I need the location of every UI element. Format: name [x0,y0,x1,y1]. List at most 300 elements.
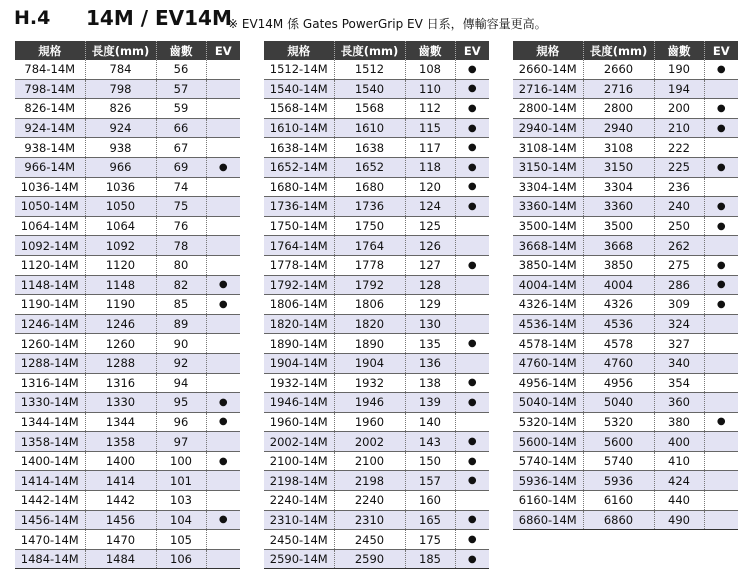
length-cell: 1540 [334,79,405,99]
teeth-cell: 108 [405,60,455,79]
table-row [513,451,738,471]
ev-marker [206,432,240,452]
spec-cell: 1442-14M [15,491,85,511]
ev-marker: ● [455,530,489,550]
spec-cell: 1050-14M [15,197,85,217]
table-row [264,451,489,471]
length-cell: 1288 [85,353,156,373]
teeth-cell: 490 [654,510,704,530]
length-cell: 4326 [583,295,654,315]
ev-marker [206,118,240,138]
ev-marker [455,412,489,432]
table-row [15,510,240,530]
length-cell: 5600 [583,432,654,452]
ev-marker: ● [455,157,489,177]
spec-cell: 1316-14M [15,373,85,393]
table-row [15,236,240,256]
table-row [264,491,489,511]
spec-cell: 1344-14M [15,412,85,432]
ev-marker: ● [206,393,240,413]
table-row [264,471,489,491]
ev-marker [206,60,240,79]
teeth-cell: 138 [405,373,455,393]
table-row [264,295,489,315]
teeth-cell: 340 [654,353,704,373]
table-row [513,373,738,393]
spec-cell: 5040-14M [513,393,583,413]
teeth-cell: 140 [405,412,455,432]
length-cell: 2940 [583,118,654,138]
spec-cell: 2940-14M [513,118,583,138]
teeth-cell: 118 [405,157,455,177]
ev-marker [455,236,489,256]
table-row [264,157,489,177]
table-row [264,549,489,569]
ev-marker: ● [704,412,738,432]
spec-cell: 784-14M [15,60,85,79]
ev-marker: ● [455,432,489,452]
length-cell: 1316 [85,373,156,393]
spec-cell: 5600-14M [513,432,583,452]
spec-cell: 1904-14M [264,353,334,373]
length-cell: 1512 [334,60,405,79]
spec-cell: 1946-14M [264,393,334,413]
table-row [15,451,240,471]
ev-marker: ● [455,373,489,393]
length-cell: 1414 [85,471,156,491]
table-row [15,471,240,491]
table-row [15,373,240,393]
spec-cell: 4326-14M [513,295,583,315]
teeth-cell: 160 [405,491,455,511]
length-cell: 1120 [85,255,156,275]
table-row [513,99,738,119]
length-cell: 5320 [583,412,654,432]
ev-marker [206,79,240,99]
ev-marker [704,432,738,452]
table-row [264,530,489,550]
table-row [15,138,240,158]
spec-cell: 4004-14M [513,275,583,295]
length-cell: 3360 [583,197,654,217]
ev-marker: ● [455,60,489,79]
ev-marker [206,471,240,491]
ev-marker [206,373,240,393]
ev-marker [455,491,489,511]
ev-marker [206,236,240,256]
teeth-cell: 76 [156,216,206,236]
length-cell: 2002 [334,432,405,452]
spec-cell: 5320-14M [513,412,583,432]
spec-cell: 3150-14M [513,157,583,177]
teeth-cell: 150 [405,451,455,471]
ev-marker [206,197,240,217]
section-number: H.4 [14,7,51,29]
teeth-cell: 59 [156,99,206,119]
table-row [15,530,240,550]
table-row [264,510,489,530]
column-header-length: 長度(mm) [583,41,654,60]
spec-table-3 [513,41,738,530]
spec-cell: 3668-14M [513,236,583,256]
ev-marker [206,177,240,197]
table-body [513,60,738,530]
table-row [264,393,489,413]
teeth-cell: 105 [156,530,206,550]
teeth-cell: 136 [405,353,455,373]
spec-cell: 1064-14M [15,216,85,236]
spec-cell: 1358-14M [15,432,85,452]
table-row [513,353,738,373]
ev-marker [206,216,240,236]
length-cell: 784 [85,60,156,79]
spec-cell: 966-14M [15,157,85,177]
ev-marker [455,295,489,315]
spec-cell: 1456-14M [15,510,85,530]
spec-cell: 1890-14M [264,334,334,354]
spec-cell: 1246-14M [15,314,85,334]
length-cell: 1750 [334,216,405,236]
table-row [15,314,240,334]
ev-marker: ● [704,99,738,119]
column-header-teeth: 齒數 [405,41,455,60]
column-header-spec: 規格 [15,41,85,60]
spec-cell: 1568-14M [264,99,334,119]
spec-cell: 1750-14M [264,216,334,236]
teeth-cell: 101 [156,471,206,491]
spec-cell: 3360-14M [513,197,583,217]
teeth-cell: 380 [654,412,704,432]
ev-marker [704,510,738,530]
spec-cell: 1484-14M [15,549,85,569]
spec-cell: 1148-14M [15,275,85,295]
table-row [15,549,240,569]
ev-marker: ● [455,471,489,491]
length-cell: 1092 [85,236,156,256]
length-cell: 1764 [334,236,405,256]
teeth-cell: 69 [156,157,206,177]
spec-cell: 1330-14M [15,393,85,413]
table-row [513,393,738,413]
table-row [264,60,489,79]
ev-marker [704,79,738,99]
length-cell: 2800 [583,99,654,119]
spec-cell: 1820-14M [264,314,334,334]
length-cell: 6160 [583,491,654,511]
teeth-cell: 225 [654,157,704,177]
spec-cell: 2100-14M [264,451,334,471]
table-row [264,412,489,432]
teeth-cell: 327 [654,334,704,354]
length-cell: 1806 [334,295,405,315]
table-row [264,197,489,217]
header-note: ※ EV14M 係 Gates PowerGrip EV 日系，傳輸容量更高。 [228,17,547,31]
table-row [264,255,489,275]
table-row [15,295,240,315]
spec-cell: 1036-14M [15,177,85,197]
table-header [513,41,738,60]
table-row [15,353,240,373]
length-cell: 1680 [334,177,405,197]
teeth-cell: 75 [156,197,206,217]
ev-marker [704,138,738,158]
table-row [513,334,738,354]
teeth-cell: 354 [654,373,704,393]
spec-cell: 1638-14M [264,138,334,158]
table-row [513,216,738,236]
teeth-cell: 250 [654,216,704,236]
table-row [264,314,489,334]
length-cell: 4004 [583,275,654,295]
table-row [513,236,738,256]
length-cell: 3108 [583,138,654,158]
ev-marker [455,314,489,334]
length-cell: 3500 [583,216,654,236]
table-row [264,118,489,138]
teeth-cell: 92 [156,353,206,373]
length-cell: 4956 [583,373,654,393]
length-cell: 1064 [85,216,156,236]
table-row [15,99,240,119]
spec-cell: 1288-14M [15,353,85,373]
table-row [513,510,738,530]
ev-marker [206,138,240,158]
length-cell: 1050 [85,197,156,217]
length-cell: 2100 [334,451,405,471]
length-cell: 2240 [334,491,405,511]
spec-cell: 2310-14M [264,510,334,530]
length-cell: 1610 [334,118,405,138]
teeth-cell: 129 [405,295,455,315]
ev-marker [704,393,738,413]
ev-marker: ● [455,99,489,119]
table-row [264,275,489,295]
ev-marker [704,334,738,354]
table-row [264,99,489,119]
length-cell: 2590 [334,549,405,569]
teeth-cell: 240 [654,197,704,217]
teeth-cell: 157 [405,471,455,491]
spec-cell: 3108-14M [513,138,583,158]
ev-marker [455,353,489,373]
table-row [513,177,738,197]
spec-cell: 826-14M [15,99,85,119]
ev-marker: ● [704,255,738,275]
spec-cell: 2590-14M [264,549,334,569]
ev-marker [206,334,240,354]
length-cell: 1890 [334,334,405,354]
ev-marker [455,275,489,295]
length-cell: 1820 [334,314,405,334]
spec-cell: 2660-14M [513,60,583,79]
length-cell: 1456 [85,510,156,530]
ev-marker [206,99,240,119]
spec-cell: 1778-14M [264,255,334,275]
spec-cell: 4956-14M [513,373,583,393]
table-body [15,60,240,569]
spec-cell: 4536-14M [513,314,583,334]
teeth-cell: 410 [654,451,704,471]
table-row [513,197,738,217]
teeth-cell: 110 [405,79,455,99]
table-row [264,177,489,197]
teeth-cell: 115 [405,118,455,138]
teeth-cell: 97 [156,432,206,452]
table-row [513,138,738,158]
teeth-cell: 139 [405,393,455,413]
teeth-cell: 194 [654,79,704,99]
length-cell: 4760 [583,353,654,373]
table-row [513,432,738,452]
spec-cell: 1932-14M [264,373,334,393]
teeth-cell: 360 [654,393,704,413]
teeth-cell: 210 [654,118,704,138]
length-cell: 826 [85,99,156,119]
teeth-cell: 275 [654,255,704,275]
table-row [513,314,738,334]
column-header-teeth: 齒數 [156,41,206,60]
spec-cell: 1120-14M [15,255,85,275]
ev-marker [704,373,738,393]
spec-cell: 3850-14M [513,255,583,275]
table-row [513,79,738,99]
teeth-cell: 185 [405,549,455,569]
ev-marker [206,314,240,334]
spec-cell: 924-14M [15,118,85,138]
teeth-cell: 324 [654,314,704,334]
page-title: 14M / EV14M [86,6,232,30]
ev-marker: ● [206,510,240,530]
spec-cell: 938-14M [15,138,85,158]
table-row [513,295,738,315]
table-header [264,41,489,60]
ev-marker [206,255,240,275]
spec-cell: 6860-14M [513,510,583,530]
spec-cell: 6160-14M [513,491,583,511]
table-row [513,412,738,432]
spec-cell: 1652-14M [264,157,334,177]
ev-marker: ● [455,138,489,158]
spec-cell: 1764-14M [264,236,334,256]
table-row [15,275,240,295]
spec-cell: 1736-14M [264,197,334,217]
length-cell: 3150 [583,157,654,177]
teeth-cell: 200 [654,99,704,119]
table-header [15,41,240,60]
length-cell: 1260 [85,334,156,354]
ev-marker: ● [704,295,738,315]
table-row [264,373,489,393]
ev-marker [704,471,738,491]
teeth-cell: 424 [654,471,704,491]
teeth-cell: 85 [156,295,206,315]
spec-cell: 1792-14M [264,275,334,295]
spec-table-1 [15,41,240,569]
table-row [264,236,489,256]
spec-cell: 1260-14M [15,334,85,354]
spec-cell: 2240-14M [264,491,334,511]
teeth-cell: 440 [654,491,704,511]
length-cell: 2198 [334,471,405,491]
teeth-cell: 106 [156,549,206,569]
length-cell: 1036 [85,177,156,197]
column-header-ev: EV [455,41,489,60]
length-cell: 1358 [85,432,156,452]
length-cell: 1400 [85,451,156,471]
teeth-cell: 120 [405,177,455,197]
ev-marker: ● [704,216,738,236]
table-row [264,353,489,373]
ev-marker: ● [206,275,240,295]
table-row [513,255,738,275]
table-row [264,334,489,354]
spec-cell: 4578-14M [513,334,583,354]
length-cell: 1246 [85,314,156,334]
teeth-cell: 67 [156,138,206,158]
teeth-cell: 112 [405,99,455,119]
table-row [15,60,240,79]
teeth-cell: 78 [156,236,206,256]
spec-cell: 2716-14M [513,79,583,99]
ev-marker: ● [206,295,240,315]
table-row [15,157,240,177]
column-header-spec: 規格 [513,41,583,60]
table-row [15,491,240,511]
spec-cell: 1512-14M [264,60,334,79]
table-row [15,79,240,99]
spec-cell: 1414-14M [15,471,85,491]
length-cell: 2450 [334,530,405,550]
teeth-cell: 82 [156,275,206,295]
header-row [513,41,738,60]
ev-marker: ● [704,197,738,217]
ev-marker: ● [206,412,240,432]
column-header-length: 長度(mm) [334,41,405,60]
teeth-cell: 190 [654,60,704,79]
ev-marker: ● [455,79,489,99]
teeth-cell: 400 [654,432,704,452]
length-cell: 2716 [583,79,654,99]
length-cell: 1736 [334,197,405,217]
column-header-ev: EV [206,41,240,60]
ev-marker: ● [455,451,489,471]
ev-marker [206,353,240,373]
table-row [513,118,738,138]
table-row [264,79,489,99]
table-row [513,60,738,79]
ev-marker [704,491,738,511]
teeth-cell: 95 [156,393,206,413]
teeth-cell: 124 [405,197,455,217]
spec-table-2 [264,41,489,569]
spec-cell: 3500-14M [513,216,583,236]
table-row [513,471,738,491]
teeth-cell: 143 [405,432,455,452]
column-header-ev: EV [704,41,738,60]
ev-marker: ● [704,118,738,138]
teeth-cell: 128 [405,275,455,295]
ev-marker [704,236,738,256]
header-row [15,41,240,60]
table-row [15,412,240,432]
table-row [264,138,489,158]
teeth-cell: 309 [654,295,704,315]
table-row [513,157,738,177]
length-cell: 1568 [334,99,405,119]
length-cell: 1932 [334,373,405,393]
teeth-cell: 103 [156,491,206,511]
length-cell: 1330 [85,393,156,413]
